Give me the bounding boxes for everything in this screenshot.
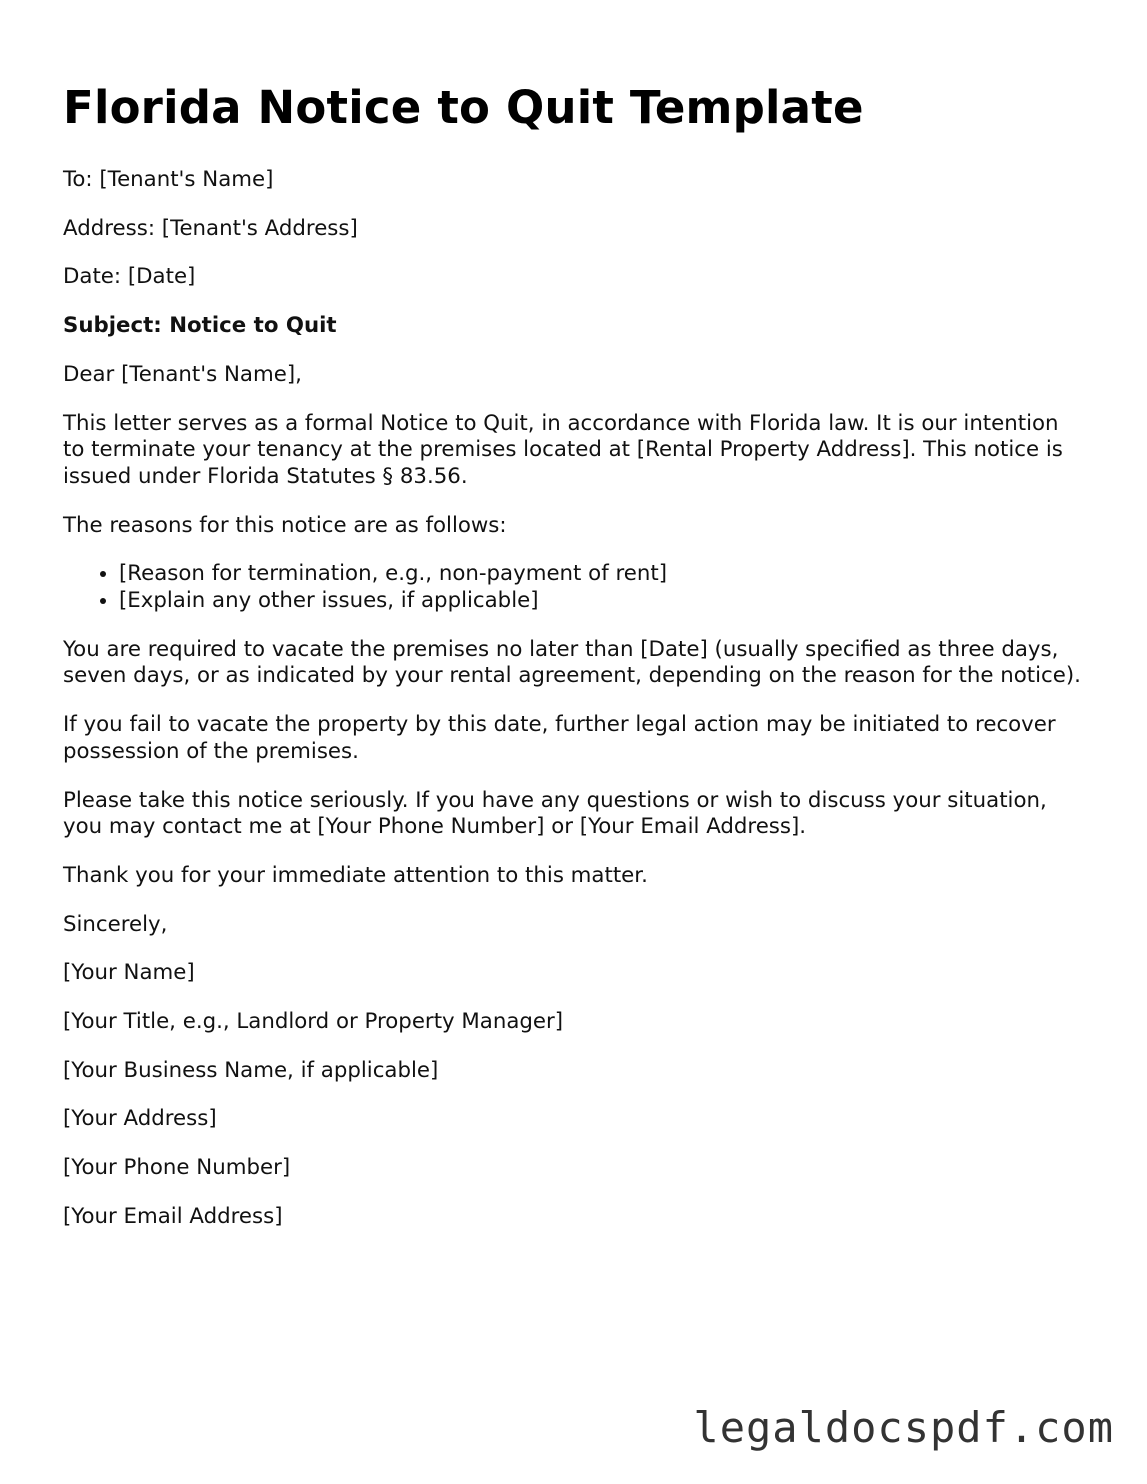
paragraph-legal: If you fail to vacate the property by this date, further legal action may be initiated to recover possession of the premises. [63, 712, 1056, 764]
salutation: Dear [Tenant's Name], [63, 361, 302, 387]
address-line: Address: [Tenant's Address] [63, 215, 358, 241]
date-line: Date: [Date] [63, 264, 196, 290]
paragraph-thanks: Thank you for your immediate attention to this matter. [63, 862, 648, 888]
list-item: • [Explain any other issues, if applicable] [119, 588, 1083, 615]
reasons-list [63, 561, 1083, 614]
to-line: To: [Tenant's Name] [63, 167, 274, 192]
signature-email: [Your Email Address] [63, 1203, 283, 1229]
list-item: • [Reason for termination, e.g., non-payment of rent] [119, 561, 1083, 588]
paragraph-vacate: You are required to vacate the premises no later than [Date] (usually specified as three days, seven days, or as indicated by your rental agreement, depending on the reason for the notice). [63, 636, 1081, 689]
signature-name: [Your Name] [63, 960, 195, 986]
paragraph-intro: This letter serves as a formal Notice to Quit, in accordance with Florida law. It is our intention to terminate your tenancy at the premises located at [Rental Property Address]. This notice is issued under Florida Statutes § 83.56. [63, 410, 1063, 489]
closing: Sincerely, [63, 911, 168, 937]
reasons-intro: The reasons for this notice are as follows: [63, 512, 507, 538]
signature-title: [Your Title, e.g., Landlord or Property Manager] [63, 1009, 564, 1035]
signature-address: [Your Address] [63, 1106, 217, 1132]
document-title: Florida Notice to Quit Template [63, 81, 864, 134]
document-page [63, 78, 1083, 1253]
signature-business: [Your Business Name, if applicable] [63, 1057, 439, 1083]
paragraph-contact: Please take this notice seriously. If you have any questions or wish to discuss your situation, you may contact me at [Your Phone Number] or [Your Email Address]. [63, 787, 1047, 840]
subject-line: Subject: Notice to Quit [63, 313, 337, 339]
watermark-text: legaldocspdf.com [693, 1403, 1114, 1452]
signature-phone: [Your Phone Number] [63, 1155, 291, 1181]
